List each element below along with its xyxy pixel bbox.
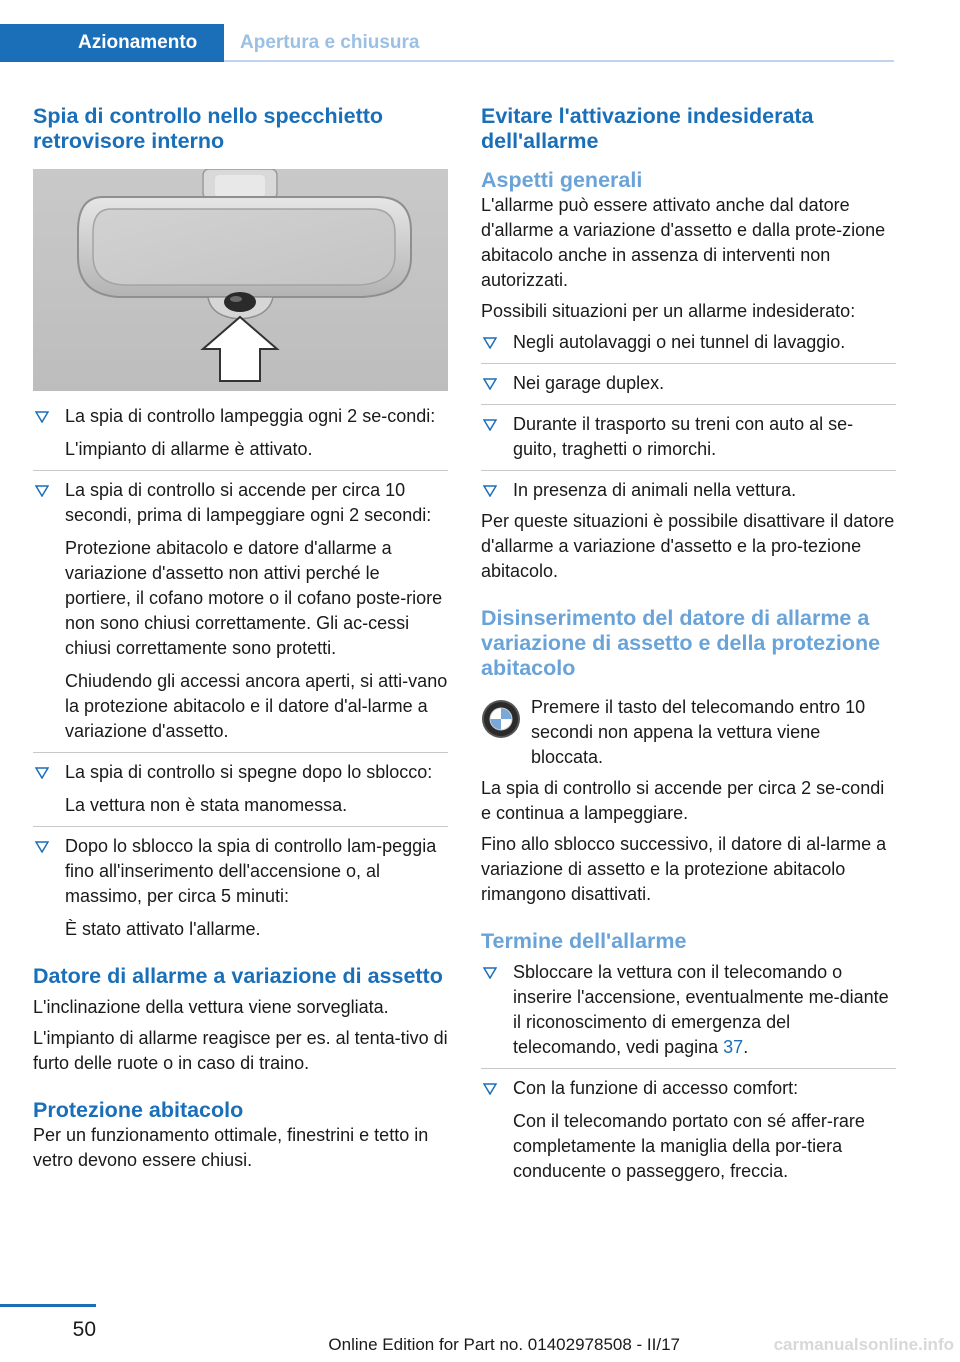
datore-paragraph-1: L'inclinazione della vettura viene sorvegliata.: [33, 997, 389, 1017]
list-item-text: La spia di controllo si accende per circa 10 secondi, prima di lampeggiare ogni 2 secondi:: [65, 480, 432, 525]
watermark: carmanualsonline.info: [773, 1335, 954, 1354]
list-item: [33, 478, 448, 744]
list-item: [481, 371, 896, 396]
list-item: [481, 960, 896, 1060]
list-item-text: In presenza di animali nella vettura.: [513, 480, 797, 500]
list-item: [481, 1076, 896, 1184]
triangle-bullet-icon: [483, 1083, 497, 1095]
situations-list: [481, 330, 896, 503]
list-item: [33, 760, 448, 818]
list-item-text: Durante il trasporto su treni con auto al se-guito, traghetti o rimorchi.: [513, 414, 854, 459]
bmw-logo-icon: [481, 699, 521, 739]
list-item-result: È stato attivato l'allarme.: [65, 919, 261, 939]
mirror-illustration: [33, 169, 448, 391]
section-title-datore: Datore di allarme a variazione di assetto: [33, 964, 443, 988]
list-divider: [33, 826, 448, 827]
list-item-text: Dopo lo sblocco la spia di controllo lam-peggia fino all'inserimento dell'accensione o, al massimo, per circa 5 minuti:: [65, 836, 437, 906]
subsection-title-disinserimento: Disinserimento del datore di allarme a variazione di assetto e della protezione abitacolo: [481, 606, 881, 680]
list-divider: [481, 404, 896, 405]
triangle-bullet-icon: [483, 419, 497, 431]
triangle-bullet-icon: [35, 841, 49, 853]
list-item-text: [513, 960, 896, 1060]
tab-apertura-e-chiusura[interactable]: Apertura e chiusura: [240, 32, 420, 53]
triangle-bullet-icon: [35, 767, 49, 779]
list-item: [33, 404, 448, 462]
list-item: [481, 412, 896, 462]
list-item-result: Protezione abitacolo e datore d'allarme a variazione d'assetto non attivi perché le portiere, il cofano motore o il cofano poste-riore non sono chiusi correttamente. Gli ac-cessi chiusi correttamente sono protetti.: [65, 538, 443, 658]
disinserimento-paragraph-2: La spia di controllo si accende per circa 2 se-condi e continua a lampeggiare.: [481, 778, 885, 823]
list-item-text: Con la funzione di accesso comfort:: [513, 1078, 799, 1098]
right-column: [481, 104, 896, 1184]
generali-paragraph-3: Per queste situazioni è possibile disattivare il datore d'allarme a variazione d'assetto e la pro-tezione abitacolo.: [481, 511, 895, 581]
bmw-key-row: [481, 695, 896, 770]
left-column: [33, 104, 448, 1173]
triangle-bullet-icon: [483, 337, 497, 349]
disinserimento-paragraph-1: Premere il tasto del telecomando entro 10 secondi non appena la vettura viene bloccata.: [531, 697, 866, 767]
generali-paragraph-2: Possibili situazioni per un allarme indesiderato:: [481, 301, 856, 321]
list-divider: [481, 470, 896, 471]
protezione-paragraph: Per un funzionamento ottimale, finestrini e tetto in vetro devono essere chiusi.: [33, 1125, 429, 1170]
triangle-bullet-icon: [483, 485, 497, 497]
list-item-result: La vettura non è stata manomessa.: [65, 795, 348, 815]
disinserimento-paragraph-3: Fino allo sblocco successivo, il datore di al-larme a variazione di assetto e la protezione abitacolo rimangono disattivati.: [481, 834, 887, 904]
list-item-result: Con il telecomando portato con sé affer-rare completamente la maniglia della por-tiera conducente o passeggero, freccia.: [513, 1111, 865, 1181]
edition-text: Online Edition for Part no. 01402978508 - II/17: [328, 1335, 680, 1354]
page-number: 50: [72, 1318, 96, 1341]
list-divider: [33, 752, 448, 753]
tab-azionamento[interactable]: Azionamento: [0, 24, 224, 62]
triangle-bullet-icon: [483, 967, 497, 979]
section-title-spia: Spia di controllo nello specchietto retrovisore interno: [33, 104, 384, 153]
termine-item-text: Sbloccare la vettura con il telecomando o inserire l'accensione, eventualmente me-diante il riconoscimento di emergenza del telecomando, vedi pagina: [513, 962, 889, 1057]
subsection-title-termine: Termine dell'allarme: [481, 929, 687, 953]
list-divider: [33, 470, 448, 471]
list-item: [481, 478, 896, 503]
list-item-text: Nei garage duplex.: [513, 373, 665, 393]
triangle-bullet-icon: [35, 411, 49, 423]
list-item-text: La spia di controllo si spegne dopo lo sblocco:: [65, 762, 433, 782]
datore-paragraph-2: L'impianto di allarme reagisce per es. al tenta-tivo di furto delle ruote o in caso di traino.: [33, 1028, 448, 1073]
list-item: [33, 834, 448, 942]
list-item-result: L'impianto di allarme è attivato.: [65, 439, 313, 459]
list-item-result: Chiudendo gli accessi ancora aperti, si atti-vano la protezione abitacolo e il datore d'al-larme a variazione d'assetto.: [65, 671, 448, 741]
generali-paragraph-1: L'allarme può essere attivato anche dal datore d'allarme a variazione d'assetto e dalla prote-zione abitacolo anche in assenza di interventi non autorizzati.: [481, 195, 886, 290]
section-title-protezione: Protezione abitacolo: [33, 1098, 244, 1122]
termine-item-end: .: [743, 1037, 749, 1057]
footer-rule: [0, 1304, 96, 1307]
list-divider: [481, 363, 896, 364]
section-title-evitare: Evitare l'attivazione indesiderata dell'allarme: [481, 104, 814, 153]
subsection-title-generali: Aspetti generali: [481, 168, 643, 192]
triangle-bullet-icon: [483, 378, 497, 390]
termine-list: [481, 960, 896, 1184]
spia-list: [33, 404, 448, 942]
triangle-bullet-icon: [35, 485, 49, 497]
header-bar: [0, 24, 894, 62]
list-item-text: La spia di controllo lampeggia ogni 2 se-condi:: [65, 406, 436, 426]
list-divider: [481, 1068, 896, 1069]
list-item: [481, 330, 896, 355]
list-item-text: Negli autolavaggi o nei tunnel di lavaggio.: [513, 332, 846, 352]
page-reference-link[interactable]: 37: [723, 1037, 744, 1057]
